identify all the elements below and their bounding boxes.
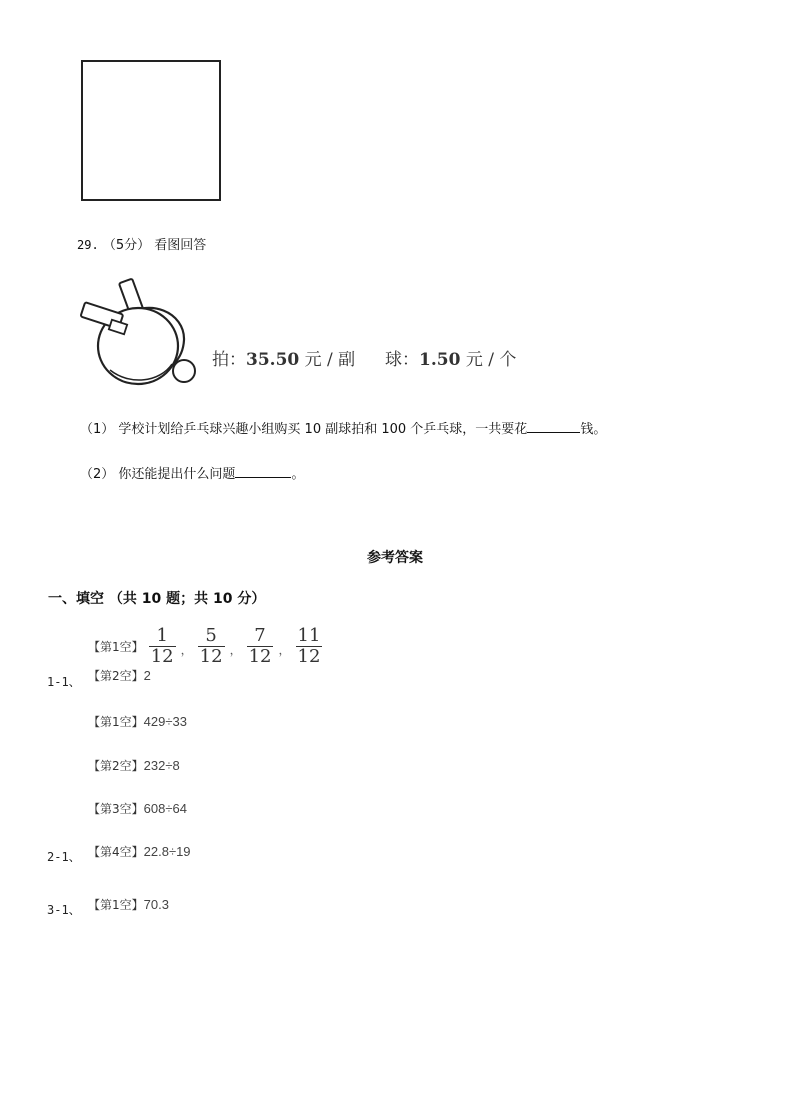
ball-label: 球： bbox=[385, 350, 419, 370]
fraction: $\frac{5}{12}$ bbox=[199, 625, 223, 667]
answer-1-blank-1: 【第1空】 $\frac{1}{12}$ ， $\frac{5}{12}$ ， $\frac{7}{12}$ ， $\frac{11}{12}$ bbox=[88, 625, 321, 667]
sub-question-2-suffix: 。 bbox=[291, 467, 305, 482]
answer-label: 【第1空】 bbox=[88, 898, 144, 912]
answer-label: 【第2空】 bbox=[88, 669, 144, 683]
answer-value: 608÷64 bbox=[143, 801, 187, 816]
question-prompt: 看图回答 bbox=[154, 238, 207, 253]
answer-3-blank-1 bbox=[88, 894, 169, 913]
answer-blank-1[interactable] bbox=[527, 420, 580, 433]
answer-value: 22.8÷19 bbox=[143, 844, 191, 859]
question-header bbox=[77, 234, 206, 253]
paddle-unit: 元 / 副 bbox=[304, 350, 356, 370]
answer-label: 【第4空】 bbox=[88, 845, 144, 859]
answer-number-1: 1-1、 bbox=[47, 675, 81, 689]
sub-question-1-suffix: 钱。 bbox=[580, 422, 607, 437]
paddle-price-text bbox=[212, 345, 355, 370]
answer-label: 【第3空】 bbox=[88, 802, 144, 816]
answer-2-blank-4 bbox=[88, 841, 191, 860]
answer-value: 70.3 bbox=[143, 897, 169, 912]
sub-question-1-text: 学校计划给乒乓球兴趣小组购买 10 副球拍和 100 个乒乓球，一共要花 bbox=[118, 422, 528, 437]
answer-label: 【第2空】 bbox=[88, 759, 144, 773]
answer-label: 【第1空】 bbox=[88, 640, 144, 654]
ball-unit: 元 / 个 bbox=[465, 350, 517, 370]
answer-label: 【第1空】 bbox=[88, 715, 144, 729]
ball-price-text bbox=[385, 345, 516, 370]
section-heading: 一、填空 （共 10 题；共 10 分） bbox=[48, 591, 266, 607]
answer-number-2: 2-1、 bbox=[47, 850, 81, 864]
answer-2-blank-2 bbox=[88, 755, 180, 774]
sub-question-1-number: （1） bbox=[80, 422, 115, 437]
answer-value: 232÷8 bbox=[143, 758, 180, 773]
fraction: $\frac{7}{12}$ bbox=[248, 625, 272, 667]
question-points: （5分） bbox=[102, 238, 151, 253]
fraction: $\frac{11}{12}$ bbox=[297, 625, 321, 667]
answers-title: 参考答案 bbox=[367, 550, 423, 566]
ball-price: 1.50 bbox=[419, 350, 461, 370]
answer-value: 2 bbox=[143, 668, 151, 683]
answer-2-blank-3 bbox=[88, 798, 187, 817]
answer-2-blank-1 bbox=[88, 711, 187, 730]
answer-blank-2[interactable] bbox=[235, 465, 291, 478]
answer-1-blank-2 bbox=[88, 665, 151, 684]
drawing-square bbox=[81, 60, 221, 201]
question-number: 29. bbox=[77, 238, 99, 252]
sub-question-2-text: 你还能提出什么问题 bbox=[118, 467, 236, 482]
sub-question-2-number: （2） bbox=[80, 467, 115, 482]
answer-number-3: 3-1、 bbox=[47, 903, 81, 917]
paddle-label: 拍： bbox=[212, 350, 246, 370]
paddle-price: 35.50 bbox=[246, 350, 300, 370]
fraction: $\frac{1}{12}$ bbox=[150, 625, 174, 667]
sub-question-2 bbox=[80, 463, 304, 482]
sub-question-1 bbox=[80, 418, 606, 437]
ping-pong-paddle-icon bbox=[80, 278, 200, 388]
answer-value: 429÷33 bbox=[143, 714, 187, 729]
